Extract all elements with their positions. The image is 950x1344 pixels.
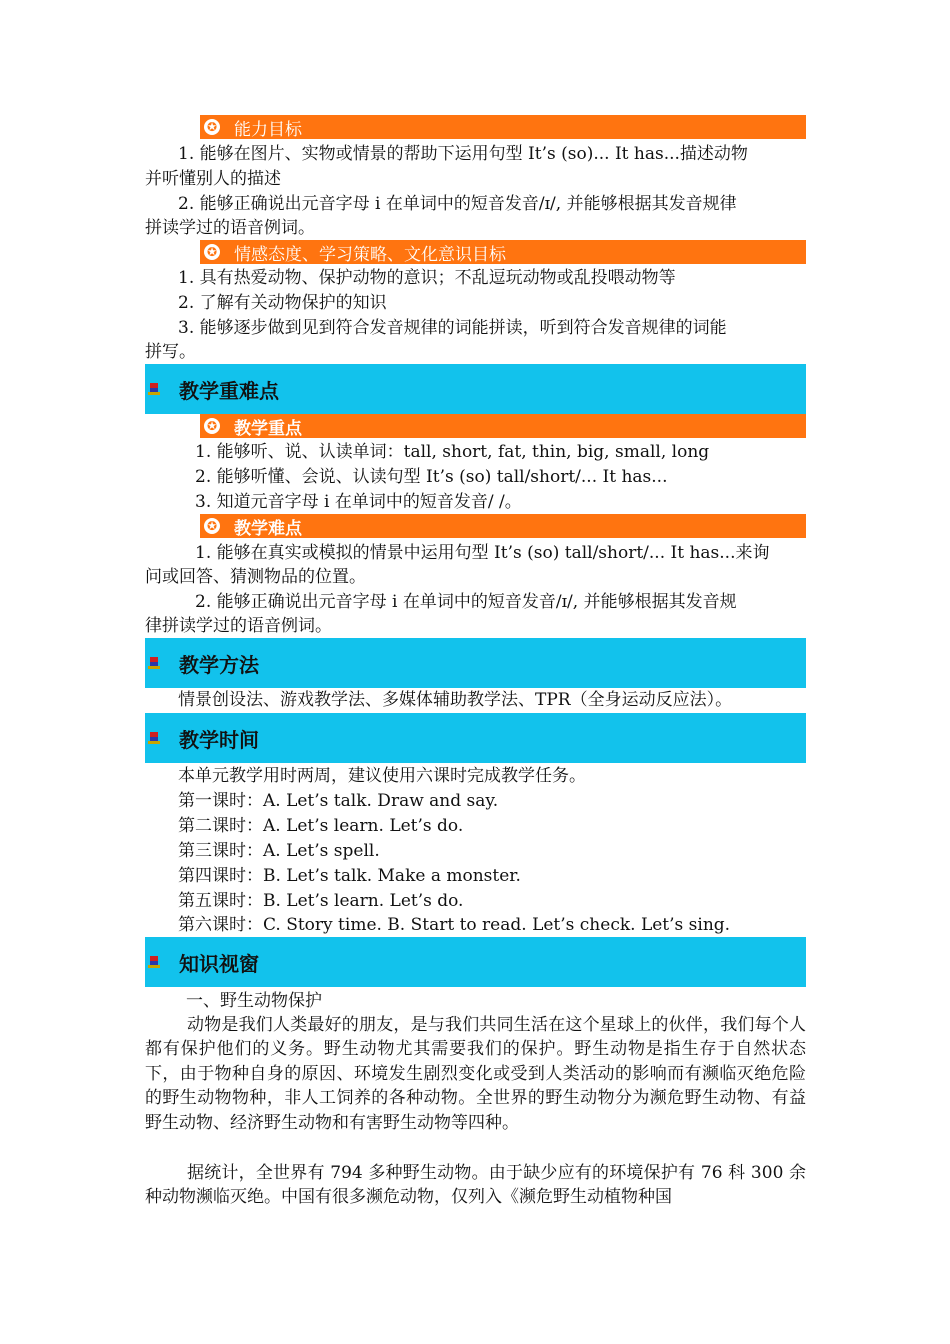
key-item-1: 1. 能够听、说、认读单词：tall, short, fat, thin, big, small, long <box>195 442 710 462</box>
lesson-4: 第四课时：B. Let’s talk. Make a monster. <box>178 866 521 886</box>
star-bullet-icon: ✪ <box>204 418 220 434</box>
book-bullet-icon <box>147 381 161 397</box>
knowledge-section-bar <box>145 937 806 987</box>
affect-item3-line2: 拼写。 <box>145 342 196 362</box>
key-item-3: 3. 知道元音字母 i 在单词中的短音发音/ /。 <box>195 492 522 512</box>
time-intro: 本单元教学用时两周，建议使用六课时完成教学任务。 <box>178 766 586 786</box>
time-section-bar <box>145 713 806 763</box>
method-title: 教学方法 <box>179 652 259 677</box>
ability-heading-bar <box>200 115 806 139</box>
ability-item2-line2: 拼读学过的语音例词。 <box>145 218 315 238</box>
lesson-5: 第五课时：B. Let’s learn. Let’s do. <box>178 891 464 911</box>
affect-item2: 2. 了解有关动物保护的知识 <box>178 293 387 313</box>
time-title: 教学时间 <box>179 727 259 752</box>
star-bullet-icon: ✪ <box>204 518 220 534</box>
method-text: 情景创设法、游戏教学法、多媒体辅助教学法、TPR（全身运动反应法）。 <box>178 690 733 710</box>
knowledge-title: 知识视窗 <box>179 951 259 976</box>
diff-item2-line2: 律拼读学过的语音例词。 <box>145 616 332 636</box>
ability-item1-line2: 并听懂别人的描述 <box>145 169 281 189</box>
book-bullet-icon <box>147 730 161 746</box>
lesson-1: 第一课时：A. Let’s talk. Draw and say. <box>178 791 499 811</box>
key-difficult-title: 教学重难点 <box>179 378 279 403</box>
diff-item1-line1: 1. 能够在真实或模拟的情景中运用句型 It’s (so) tall/short/... It has...来询 <box>195 543 770 563</box>
affect-item1: 1. 具有热爱动物、保护动物的意识；不乱逗玩动物或乱投喂动物等 <box>178 268 676 288</box>
key-heading-bar <box>200 414 806 438</box>
diff-heading-bar <box>200 514 806 538</box>
book-bullet-icon <box>147 954 161 970</box>
affect-item3-line1: 3. 能够逐步做到见到符合发音规律的词能拼读，听到符合发音规律的词能 <box>178 318 727 338</box>
diff-item1-line2: 问或回答、猜测物品的位置。 <box>145 567 366 587</box>
affect-heading: 情感态度、学习策略、文化意识目标 <box>234 244 506 265</box>
diff-heading: 教学难点 <box>234 518 302 539</box>
lesson-2: 第二课时：A. Let’s learn. Let’s do. <box>178 816 464 836</box>
method-section-bar <box>145 638 806 688</box>
star-bullet-icon: ✪ <box>204 119 220 135</box>
knowledge-paragraph-2: 据统计，全世界有 794 多种野生动物。由于缺少应有的环境保护有 76 科 300 余种动物濒临灭绝。中国有很多濒危动物，仅列入《濒危野生动植物种国 <box>145 1163 806 1208</box>
key-heading: 教学重点 <box>234 418 302 439</box>
key-item-2: 2. 能够听懂、会说、认读句型 It’s (so) tall/short/... It has... <box>195 467 668 487</box>
affect-heading-bar <box>200 240 806 264</box>
diff-item2-line1: 2. 能够正确说出元音字母 i 在单词中的短音发音/ɪ/, 并能够根据其发音规 <box>195 592 737 612</box>
ability-item2-line1: 2. 能够正确说出元音字母 i 在单词中的短音发音/ɪ/, 并能够根据其发音规律 <box>178 194 737 214</box>
star-bullet-icon: ✪ <box>204 244 220 260</box>
knowledge-subtitle: 一、野生动物保护 <box>186 991 322 1011</box>
book-bullet-icon <box>147 655 161 671</box>
lesson-3: 第三课时：A. Let’s spell. <box>178 841 380 861</box>
key-difficult-section-bar <box>145 364 806 414</box>
knowledge-paragraph-1: 动物是我们人类最好的朋友，是与我们共同生活在这个星球上的伙伴，我们每个人都有保护他们的义务。野生动物尤其需要我们的保护。野生动物是指生存于自然状态下，由于物种自身的原因、环境发生剧烈变化或受到人类活动的影响而有濒临灭绝危险的野生动物物种，非人工饲养的各种动物。全世界的野生动物分为濒危野生动物、有益野生动物、经济野生动物和有害野生动物等四种。 <box>145 1015 806 1133</box>
lesson-6: 第六课时：C. Story time. B. Start to read. Let’s check. Let’s sing. <box>178 915 731 935</box>
ability-item1-line1: 1. 能够在图片、实物或情景的帮助下运用句型 It’s (so)... It has...描述动物 <box>178 144 748 164</box>
ability-heading: 能力目标 <box>234 119 302 140</box>
